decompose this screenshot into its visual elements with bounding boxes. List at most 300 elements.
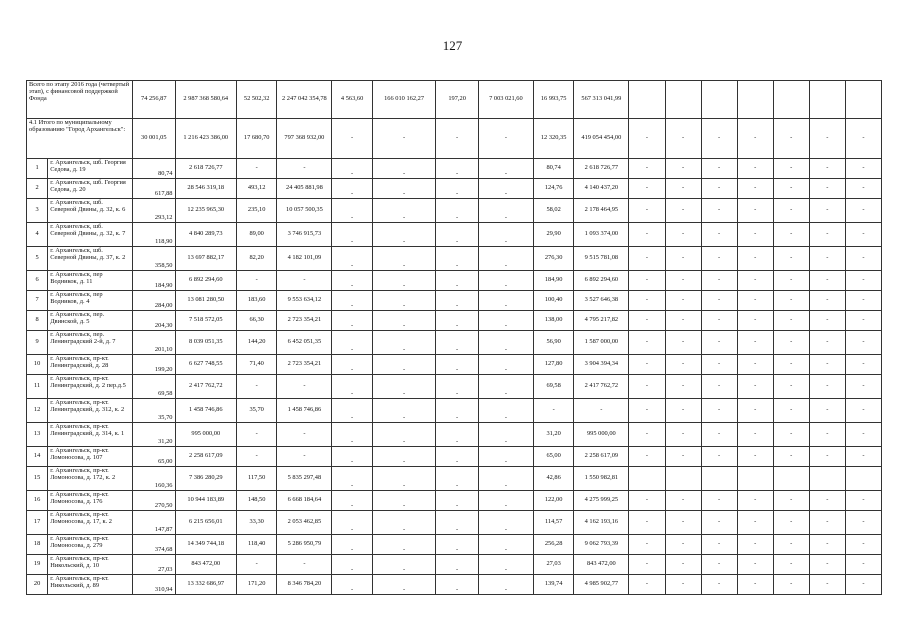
value-cell: - [332, 491, 372, 511]
area-cell: 199,20 [133, 355, 175, 375]
area-cell: 310,94 [133, 575, 175, 595]
value-cell: - [737, 355, 773, 375]
table-row [27, 467, 882, 491]
value-cell: - [372, 423, 436, 447]
value-cell: 139,74 [533, 575, 573, 595]
row-number: 3 [27, 199, 48, 223]
value-cell: - [629, 355, 665, 375]
value-cell: - [436, 159, 478, 179]
value-cell: - [629, 447, 665, 467]
value-cell: 100,40 [533, 291, 573, 311]
value-cell: - [277, 159, 332, 179]
value-cell: - [701, 159, 737, 179]
value-cell: - [845, 511, 881, 535]
value-cell: - [701, 575, 737, 595]
value-cell: - [701, 355, 737, 375]
value-cell: - [737, 311, 773, 331]
value-cell: - [845, 247, 881, 271]
summary-cell: 52 502,32 [237, 81, 277, 119]
value-cell: - [436, 223, 478, 247]
summary-cell: - [845, 119, 881, 159]
value-cell: 10 057 500,35 [277, 199, 332, 223]
value-cell: - [478, 271, 533, 291]
value-cell: 10 944 183,89 [175, 491, 237, 511]
address-cell: г. Архангельск, пр-кт. Ленинградский, д. 2 пер.д.5 [48, 375, 133, 399]
area-cell: 35,70 [133, 399, 175, 423]
value-cell: - [372, 511, 436, 535]
row-number: 10 [27, 355, 48, 375]
value-cell: - [436, 447, 478, 467]
value-cell: - [629, 179, 665, 199]
address-cell: г. Архангельск, шб. Северной Двины, д. 32, к. 7 [48, 223, 133, 247]
summary-cell: - [629, 119, 665, 159]
address-cell: г. Архангельск, пр-кт. Ленинградский, д. 314, к. 1 [48, 423, 133, 447]
value-cell: 12 235 965,30 [175, 199, 237, 223]
value-cell: - [701, 423, 737, 447]
value-cell: - [332, 179, 372, 199]
summary-cell [737, 81, 773, 119]
row-number: 11 [27, 375, 48, 399]
summary-cell [665, 81, 701, 119]
row-number: 8 [27, 311, 48, 331]
value-cell: - [809, 555, 845, 575]
value-cell: - [237, 375, 277, 399]
value-cell: - [701, 291, 737, 311]
table-row [27, 399, 882, 423]
value-cell: 493,12 [237, 179, 277, 199]
value-cell: - [737, 331, 773, 355]
value-cell: - [773, 291, 809, 311]
value-cell: - [478, 535, 533, 555]
address-cell: г. Архангельск, шб. Георгия Седова, д. 19 [48, 159, 133, 179]
summary-cell: 30 001,05 [133, 119, 175, 159]
table-row [27, 223, 882, 247]
value-cell: - [372, 399, 436, 423]
value-cell: - [701, 311, 737, 331]
area-cell: 69,58 [133, 375, 175, 399]
value-cell: 843 472,00 [574, 555, 629, 575]
value-cell: 2 618 726,77 [574, 159, 629, 179]
area-cell: 80,74 [133, 159, 175, 179]
page-number: 127 [442, 38, 463, 53]
value-cell: - [737, 271, 773, 291]
value-cell: 7 518 572,05 [175, 311, 237, 331]
value-cell: - [629, 159, 665, 179]
value-cell: 89,00 [237, 223, 277, 247]
table-row [27, 199, 882, 223]
value-cell: - [665, 159, 701, 179]
value-cell: - [845, 447, 881, 467]
value-cell: - [665, 331, 701, 355]
value-cell: 80,74 [533, 159, 573, 179]
row-number: 9 [27, 331, 48, 355]
summary-cell: 74 256,87 [133, 81, 175, 119]
value-cell: - [809, 159, 845, 179]
value-cell [845, 467, 881, 491]
table-row [27, 331, 882, 355]
value-cell: 6 892 294,60 [175, 271, 237, 291]
value-cell: 58,02 [533, 199, 573, 223]
value-cell: - [665, 271, 701, 291]
address-cell: г. Архангельск, шб. Северной Двины, д. 37, к. 2 [48, 247, 133, 271]
area-cell: 184,90 [133, 271, 175, 291]
value-cell: - [737, 555, 773, 575]
value-cell: - [737, 199, 773, 223]
summary-cell: 2 247 042 354,78 [277, 81, 332, 119]
summary-cell: - [332, 119, 372, 159]
value-cell: - [372, 271, 436, 291]
value-cell: - [665, 423, 701, 447]
row-number: 7 [27, 291, 48, 311]
address-cell: г. Архангельск, пр-кт. Никольский, д. 10 [48, 555, 133, 575]
value-cell: - [665, 311, 701, 331]
value-cell: 24 405 881,98 [277, 179, 332, 199]
value-cell: - [737, 575, 773, 595]
value-cell [773, 467, 809, 491]
value-cell: - [809, 247, 845, 271]
value-cell: - [478, 555, 533, 575]
resettlement-table [26, 80, 882, 595]
value-cell: - [478, 247, 533, 271]
value-cell: - [629, 535, 665, 555]
value-cell: - [372, 467, 436, 491]
table-row [27, 179, 882, 199]
summary-cell: - [737, 119, 773, 159]
value-cell: - [332, 447, 372, 467]
value-cell: - [372, 223, 436, 247]
value-cell: - [372, 311, 436, 331]
value-cell [629, 467, 665, 491]
value-cell: - [436, 291, 478, 311]
value-cell: - [737, 423, 773, 447]
value-cell: - [737, 223, 773, 247]
value-cell: - [701, 511, 737, 535]
value-cell: - [809, 311, 845, 331]
value-cell: - [332, 247, 372, 271]
value-cell: 2 178 464,95 [574, 199, 629, 223]
value-cell: - [277, 375, 332, 399]
value-cell: - [701, 399, 737, 423]
value-cell: - [436, 555, 478, 575]
value-cell: - [332, 311, 372, 331]
value-cell: - [436, 179, 478, 199]
value-cell: - [773, 399, 809, 423]
value-cell: - [737, 535, 773, 555]
value-cell: - [237, 423, 277, 447]
address-cell: г. Архангельск, пр-кт. Ломоносова, д. 176 [48, 491, 133, 511]
value-cell: - [533, 399, 573, 423]
value-cell: - [436, 535, 478, 555]
value-cell: - [737, 159, 773, 179]
value-cell: 7 386 280,29 [175, 467, 237, 491]
value-cell: - [372, 199, 436, 223]
value-cell: - [332, 575, 372, 595]
summary-label: 4.1 Итого по муниципальному образованию "Город Архангельск": [27, 119, 133, 159]
summary-cell: - [478, 119, 533, 159]
value-cell: - [478, 399, 533, 423]
value-cell: - [845, 199, 881, 223]
value-cell: - [332, 271, 372, 291]
address-cell: г. Архангельск, пр-кт. Ломоносова, д. 17, к. 2 [48, 511, 133, 535]
value-cell: - [436, 331, 478, 355]
summary-cell [701, 81, 737, 119]
value-cell [737, 467, 773, 491]
value-cell: 1 458 746,86 [277, 399, 332, 423]
value-cell: - [436, 311, 478, 331]
value-cell: - [773, 199, 809, 223]
address-cell: г. Архангельск, пер. Двинской, д. 5 [48, 311, 133, 331]
value-cell: 114,57 [533, 511, 573, 535]
table-row [27, 355, 882, 375]
value-cell: - [773, 331, 809, 355]
value-cell: - [809, 491, 845, 511]
value-cell: - [809, 223, 845, 247]
value-cell: - [809, 331, 845, 355]
value-cell: - [478, 355, 533, 375]
value-cell: - [478, 223, 533, 247]
table-row [27, 447, 882, 467]
value-cell: - [478, 311, 533, 331]
value-cell: - [701, 555, 737, 575]
value-cell: 1 550 982,81 [574, 467, 629, 491]
table-row [27, 271, 882, 291]
table-row [27, 555, 882, 575]
value-cell: - [773, 247, 809, 271]
value-cell: 13 697 882,17 [175, 247, 237, 271]
address-cell: г. Архангельск, шб. Георгия Седова, д. 20 [48, 179, 133, 199]
table-row [27, 311, 882, 331]
value-cell: - [809, 423, 845, 447]
value-cell: 4 182 101,09 [277, 247, 332, 271]
row-number: 20 [27, 575, 48, 595]
value-cell: 5 286 950,79 [277, 535, 332, 555]
value-cell: 4 275 999,25 [574, 491, 629, 511]
value-cell: - [701, 535, 737, 555]
value-cell: 4 795 217,82 [574, 311, 629, 331]
summary-cell: - [773, 119, 809, 159]
value-cell: 4 985 902,77 [574, 575, 629, 595]
value-cell: - [773, 447, 809, 467]
table-row [27, 291, 882, 311]
value-cell: - [372, 159, 436, 179]
value-cell: 995 000,00 [175, 423, 237, 447]
value-cell: - [665, 575, 701, 595]
table-row [27, 511, 882, 535]
value-cell: - [629, 555, 665, 575]
value-cell: - [845, 535, 881, 555]
value-cell: - [332, 199, 372, 223]
value-cell: 6 627 748,55 [175, 355, 237, 375]
value-cell: - [478, 575, 533, 595]
value-cell: 2 618 726,77 [175, 159, 237, 179]
value-cell: - [665, 375, 701, 399]
value-cell: - [845, 555, 881, 575]
summary-cell: - [665, 119, 701, 159]
value-cell: - [773, 555, 809, 575]
value-cell: 117,50 [237, 467, 277, 491]
value-cell: - [629, 311, 665, 331]
value-cell: - [665, 355, 701, 375]
value-cell: - [845, 423, 881, 447]
value-cell: - [737, 511, 773, 535]
value-cell: 28 546 319,18 [175, 179, 237, 199]
row-number: 19 [27, 555, 48, 575]
value-cell: - [478, 491, 533, 511]
value-cell: 256,28 [533, 535, 573, 555]
value-cell: 2 258 617,09 [574, 447, 629, 467]
value-cell: - [629, 375, 665, 399]
value-cell: - [809, 355, 845, 375]
value-cell: - [372, 491, 436, 511]
value-cell: - [277, 447, 332, 467]
value-cell: 127,80 [533, 355, 573, 375]
value-cell: - [773, 311, 809, 331]
table-row [27, 491, 882, 511]
value-cell: - [845, 375, 881, 399]
table-row [27, 575, 882, 595]
value-cell: - [478, 467, 533, 491]
value-cell: - [629, 423, 665, 447]
address-cell: г. Архангельск, пр-кт. Ломоносова, д. 279 [48, 535, 133, 555]
value-cell: - [629, 271, 665, 291]
area-cell: 617,88 [133, 179, 175, 199]
value-cell: - [372, 179, 436, 199]
value-cell: - [478, 159, 533, 179]
value-cell: - [809, 179, 845, 199]
value-cell: - [436, 575, 478, 595]
value-cell: - [629, 291, 665, 311]
value-cell: - [332, 375, 372, 399]
value-cell: - [237, 555, 277, 575]
value-cell: - [809, 575, 845, 595]
summary-row [27, 119, 882, 159]
value-cell: 118,40 [237, 535, 277, 555]
value-cell: - [372, 247, 436, 271]
address-cell: г. Архангельск, пер Водникок, д. 11 [48, 271, 133, 291]
value-cell: - [665, 491, 701, 511]
value-cell: 995 000,00 [574, 423, 629, 447]
value-cell: - [773, 159, 809, 179]
value-cell: - [809, 447, 845, 467]
value-cell [809, 467, 845, 491]
value-cell: 56,90 [533, 331, 573, 355]
value-cell: - [773, 271, 809, 291]
value-cell: - [845, 223, 881, 247]
value-cell: - [773, 575, 809, 595]
value-cell: - [372, 375, 436, 399]
summary-cell: 17 680,70 [237, 119, 277, 159]
table-row [27, 535, 882, 555]
row-number: 1 [27, 159, 48, 179]
summary-cell: - [372, 119, 436, 159]
value-cell: - [773, 355, 809, 375]
value-cell: 35,70 [237, 399, 277, 423]
value-cell: 2 723 354,21 [277, 311, 332, 331]
value-cell: 9 553 634,12 [277, 291, 332, 311]
value-cell: 1 093 374,00 [574, 223, 629, 247]
value-cell [665, 467, 701, 491]
value-cell: - [478, 375, 533, 399]
value-cell: 144,20 [237, 331, 277, 355]
value-cell: - [665, 247, 701, 271]
value-cell: - [629, 247, 665, 271]
value-cell: - [773, 423, 809, 447]
value-cell: - [478, 291, 533, 311]
value-cell: 3 904 394,34 [574, 355, 629, 375]
value-cell: 2 053 462,85 [277, 511, 332, 535]
value-cell: - [845, 271, 881, 291]
value-cell: 276,30 [533, 247, 573, 271]
row-number: 4 [27, 223, 48, 247]
value-cell: - [773, 223, 809, 247]
summary-cell: 1 216 423 386,00 [175, 119, 237, 159]
value-cell: - [332, 467, 372, 491]
area-cell: 201,10 [133, 331, 175, 355]
value-cell: - [629, 399, 665, 423]
value-cell: - [372, 331, 436, 355]
area-cell: 27,03 [133, 555, 175, 575]
summary-cell: 419 054 454,00 [574, 119, 629, 159]
value-cell: - [701, 271, 737, 291]
row-number: 13 [27, 423, 48, 447]
value-cell: 184,90 [533, 271, 573, 291]
value-cell: - [629, 575, 665, 595]
value-cell: - [332, 291, 372, 311]
value-cell: - [277, 271, 332, 291]
summary-cell: - [436, 119, 478, 159]
value-cell: - [436, 467, 478, 491]
value-cell: - [436, 247, 478, 271]
value-cell: 138,00 [533, 311, 573, 331]
value-cell: - [332, 331, 372, 355]
value-cell: 29,90 [533, 223, 573, 247]
value-cell: - [845, 159, 881, 179]
value-cell: 6 668 184,64 [277, 491, 332, 511]
summary-cell: - [809, 119, 845, 159]
value-cell: - [809, 375, 845, 399]
table-row [27, 375, 882, 399]
address-cell: г. Архангельск, шб. Северной Двины, д. 32, к. 6 [48, 199, 133, 223]
value-cell: 9 062 793,39 [574, 535, 629, 555]
row-number: 16 [27, 491, 48, 511]
value-cell: - [701, 223, 737, 247]
value-cell: 4 840 289,73 [175, 223, 237, 247]
summary-cell: 567 313 041,99 [574, 81, 629, 119]
value-cell: 1 587 000,00 [574, 331, 629, 355]
value-cell: 5 835 297,48 [277, 467, 332, 491]
value-cell: - [737, 447, 773, 467]
value-cell: - [737, 247, 773, 271]
value-cell: - [237, 271, 277, 291]
row-number: 12 [27, 399, 48, 423]
summary-cell: 197,20 [436, 81, 478, 119]
value-cell: - [372, 535, 436, 555]
value-cell: 4 140 437,20 [574, 179, 629, 199]
value-cell: - [737, 375, 773, 399]
value-cell: 3 527 646,38 [574, 291, 629, 311]
value-cell: - [809, 291, 845, 311]
table-row [27, 423, 882, 447]
value-cell: - [372, 355, 436, 375]
value-cell: - [478, 511, 533, 535]
summary-cell: 2 987 368 580,64 [175, 81, 237, 119]
value-cell: 6 452 051,35 [277, 331, 332, 355]
value-cell: - [372, 447, 436, 467]
value-cell: 33,30 [237, 511, 277, 535]
value-cell: 13 081 280,50 [175, 291, 237, 311]
value-cell: - [478, 331, 533, 355]
value-cell: - [773, 179, 809, 199]
